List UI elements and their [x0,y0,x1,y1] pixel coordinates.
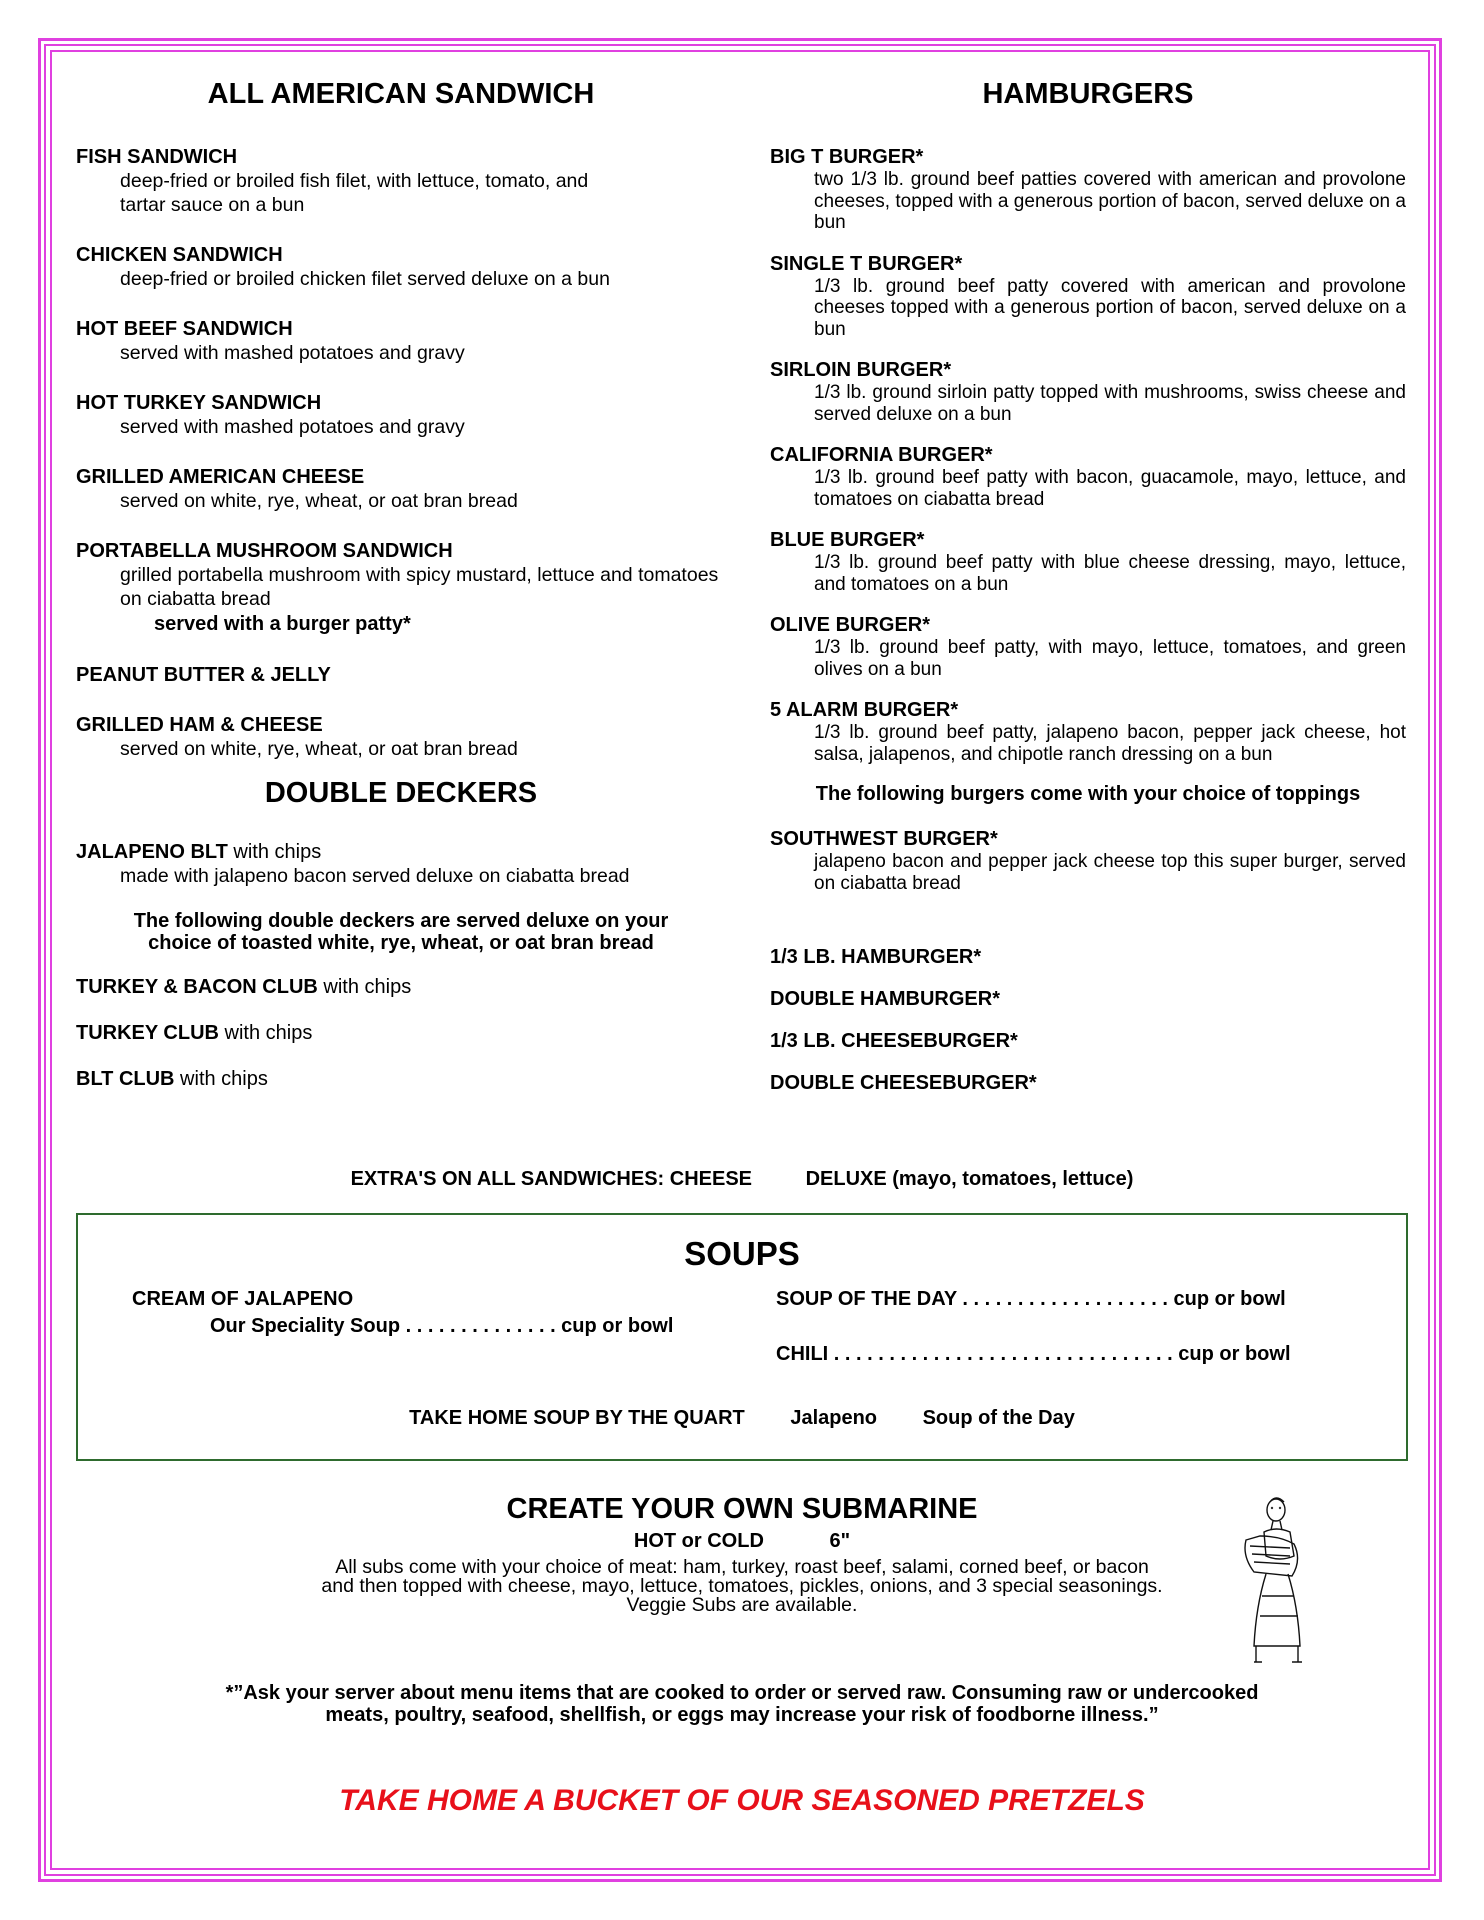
submarine-title: CREATE YOUR OWN SUBMARINE [506,1493,978,1525]
double-deckers-note [76,910,726,954]
description-line: All subs come with your choice of meat: ham, turkey, roast beef, salami, corned beef, or bacon [335,1556,1149,1578]
item-name-text: JALAPENO BLT [76,841,228,863]
item-name: BIG T BURGER* [770,146,924,168]
item-name: FISH SANDWICH [76,146,238,168]
menu-item: 1/3 LB. CHEESEBURGER* [770,1030,1018,1052]
hot-cold-label: HOT or COLD [633,1530,764,1552]
item-name: 5 ALARM BURGER* [770,699,959,721]
sandwiches-title: ALL AMERICAN SANDWICH [207,78,595,110]
item-description: grilled portabella mushroom with spicy mustard, lettuce and tomatoes on ciabatta bread [120,564,719,610]
menu-item [76,391,726,439]
item-suffix: with chips [174,1068,268,1090]
extras-deluxe: DELUXE (mayo, tomatoes, lettuce) [805,1168,1134,1190]
item-description: 1/3 lb. ground beef patty, with mayo, lettuce, tomatoes, and green olives on a bun [814,637,1406,680]
hamburgers-title: HAMBURGERS [982,78,1194,110]
soups-box [76,1213,1408,1461]
item-name [76,840,726,864]
item-name: SINGLE T BURGER* [770,252,963,275]
item-name: SOUTHWEST BURGER* [770,828,998,850]
double-deckers-title: DOUBLE DECKERS [264,777,538,809]
menu-item [770,528,1406,595]
takehome-label: TAKE HOME SOUP BY THE QUART [409,1407,745,1429]
item-name: BLUE BURGER* [770,529,925,551]
soups-title: SOUPS [684,1235,800,1272]
food-safety-disclaimer [0,1682,1484,1726]
item-name-text: TURKEY CLUB [76,1022,219,1044]
menu-item [76,465,726,513]
menu-item [76,1022,726,1044]
menu-item [76,976,726,998]
menu-item [76,243,726,291]
menu-item: DOUBLE CHEESEBURGER* [770,1072,1037,1094]
item-name: HOT BEEF SANDWICH [76,318,293,340]
item-description: served on white, rye, wheat, or oat bran bread [120,738,518,760]
item-name-text: TURKEY & BACON CLUB [76,976,318,998]
item-description: 1/3 lb. ground beef patty covered with american and provolone cheeses topped with a generous portion of bacon, served deluxe on a bun [814,275,1406,340]
item-name: CHICKEN SANDWICH [76,244,283,266]
menu-item [76,145,726,217]
disclaimer-line: *”Ask your server about menu items that are cooked to order or served raw. Consuming raw or undercooked [225,1682,1259,1704]
item-suffix: with chips [317,976,412,998]
item-name-text: BLT CLUB [76,1068,175,1090]
takehome-option: Soup of the Day [922,1407,1075,1429]
menu-item [770,613,1406,680]
item-name: OLIVE BURGER* [770,614,931,636]
description-line: Veggie Subs are available. [626,1594,858,1616]
item-description: jalapeno bacon and pepper jack cheese top this super burger, served on ciabatta bread [814,851,1406,894]
woman-with-bread-illustration [1240,1496,1322,1668]
menu-item [770,358,1406,425]
takehome-option: Jalapeno [790,1407,878,1429]
menu-item: 1/3 LB. HAMBURGER* [770,946,982,968]
item-description: served with mashed potatoes and gravy [120,342,465,364]
hamburger-column [770,60,1406,1114]
item-name: PORTABELLA MUSHROOM SANDWICH [76,540,453,562]
toppings-note: The following burgers come with your choice of toppings [815,783,1361,805]
item-description: 1/3 lb. ground beef patty, jalapeno bacon, pepper jack cheese, hot salsa, jalapenos, and chipotle ranch dressing on a bun [814,722,1406,765]
size-label: 6" [829,1530,851,1552]
item-description: deep-fried or broiled chicken filet served deluxe on a bun [120,268,610,290]
item-description: 1/3 lb. ground sirloin patty topped with mushrooms, swiss cheese and served deluxe on a bun [814,382,1406,425]
soup-cream-line: Our Speciality Soup . . . . . . . . . . . . . . cup or bowl [210,1315,674,1337]
item-name: HOT TURKEY SANDWICH [76,392,322,414]
menu-item [76,663,726,687]
soup-of-day-line: SOUP OF THE DAY . . . . . . . . . . . . . . . . . . . cup or bowl [776,1288,1286,1310]
item-name: CALIFORNIA BURGER* [770,444,993,466]
sandwich-column [76,60,726,1110]
item-suffix: with chips [227,841,322,863]
extras-label: EXTRA'S ON ALL SANDWICHES: CHEESE [350,1168,753,1190]
menu-item [76,539,726,637]
menu-item [770,827,1406,894]
extras-line [0,1168,1484,1191]
menu-item [76,713,726,761]
note-line: choice of toasted white, rye, wheat, or oat bran bread [148,932,654,954]
description-line: and then topped with cheese, mayo, lettuce, tomatoes, pickles, onions, and 3 special seasonings. [321,1575,1163,1597]
menu-item [770,698,1406,765]
note-line: The following double deckers are served deluxe on your [133,910,669,932]
item-name: GRILLED AMERICAN CHEESE [76,466,365,488]
menu-item [770,252,1406,341]
soup-cream-name: CREAM OF JALAPENO [132,1288,354,1310]
menu-item [76,840,726,888]
menu-item [76,1068,726,1090]
item-description: served on white, rye, wheat, or oat bran bread [120,490,518,512]
disclaimer-line: meats, poultry, seafood, shellfish, or eggs may increase your risk of foodborne illness.” [325,1704,1159,1726]
chili-line: CHILI . . . . . . . . . . . . . . . . . . . . . . . . . . . . . . . cup or bowl [776,1343,1291,1365]
item-description: served with mashed potatoes and gravy [120,416,465,438]
item-description: deep-fried or broiled fish filet, with lettuce, tomato, and tartar sauce on a bun [120,170,589,216]
pretzel-promo: TAKE HOME A BUCKET OF OUR SEASONED PRETZELS [339,1784,1145,1817]
menu-item: DOUBLE HAMBURGER* [770,988,1000,1010]
item-description: made with jalapeno bacon served deluxe on ciabatta bread [120,865,630,887]
item-description: two 1/3 lb. ground beef patties covered with american and provolone cheeses, topped with a generous portion of bacon, served deluxe on a bun [814,169,1406,233]
item-description: 1/3 lb. ground beef patty with bacon, guacamole, mayo, lettuce, and tomatoes on ciabatta bread [814,467,1406,510]
item-name: SIRLOIN BURGER* [770,359,952,381]
item-name: PEANUT BUTTER & JELLY [76,664,331,686]
item-description: 1/3 lb. ground beef patty with blue cheese dressing, mayo, lettuce, and tomatoes on a bun [814,552,1406,595]
takehome-soup [78,1407,1406,1430]
item-name: GRILLED HAM & CHEESE [76,714,323,736]
menu-item [770,443,1406,510]
menu-item [770,145,1406,234]
item-suffix: with chips [218,1022,313,1044]
menu-item [76,317,726,365]
item-extra: served with a burger patty* [154,613,411,635]
